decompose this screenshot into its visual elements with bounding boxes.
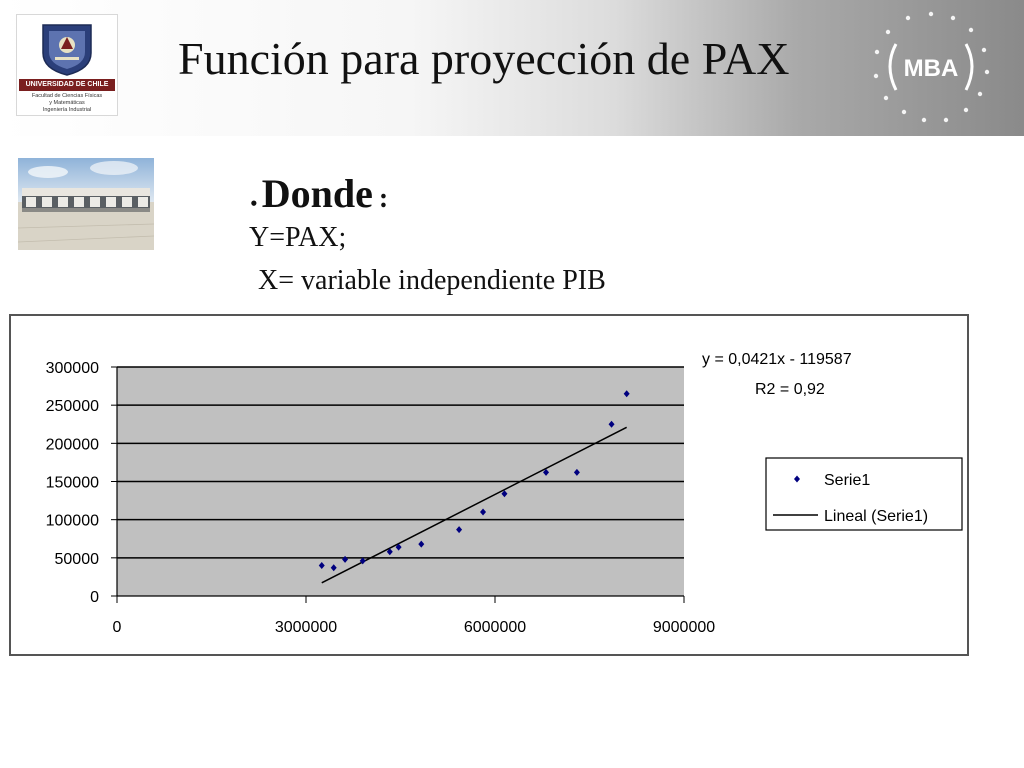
x-tick-label: 9000000	[652, 619, 716, 636]
university-name: UNIVERSIDAD DE CHILE	[19, 79, 115, 91]
page-title: Función para proyección de PAX	[178, 33, 790, 84]
definition-y: Y=PAX;	[249, 222, 347, 253]
definition-x: X= variable independiente PIB	[258, 265, 606, 296]
r-squared-label: R2 = 0,92	[755, 381, 825, 398]
legend-label-trend: Lineal (Serie1)	[824, 508, 929, 525]
bullet-marker: •	[250, 190, 258, 216]
y-tick-label: 250000	[45, 398, 99, 416]
faculty-name: Facultad de Ciencias Físicas y Matemáticas Ingeniería Industrial	[31, 93, 103, 113]
y-tick-label: 300000	[45, 360, 99, 377]
legend	[766, 458, 962, 530]
y-tick-label: 100000	[45, 512, 99, 530]
mba-logo	[866, 8, 996, 126]
heading-donde: Donde	[261, 171, 373, 216]
university-shield-icon	[35, 19, 99, 77]
trendline-equation: y = 0,0421x - 119587	[702, 351, 852, 368]
bullet-heading	[250, 170, 388, 217]
legend-label-serie1: Serie1	[824, 472, 871, 489]
chart-frame	[9, 314, 969, 656]
header-band	[0, 0, 1024, 136]
mba-logo-text: MBA	[903, 55, 959, 82]
heading-colon: :	[378, 183, 389, 214]
university-logo	[16, 14, 118, 116]
y-tick-label: 150000	[45, 474, 99, 492]
x-tick-label: 6000000	[463, 619, 527, 636]
x-tick-label: 0	[112, 619, 122, 636]
building-photo	[18, 158, 154, 250]
y-tick-label: 50000	[54, 550, 99, 568]
y-tick-label: 200000	[45, 436, 99, 454]
scatter-chart	[11, 316, 967, 654]
y-tick-label: 0	[90, 589, 99, 606]
x-tick-label: 3000000	[274, 619, 338, 636]
